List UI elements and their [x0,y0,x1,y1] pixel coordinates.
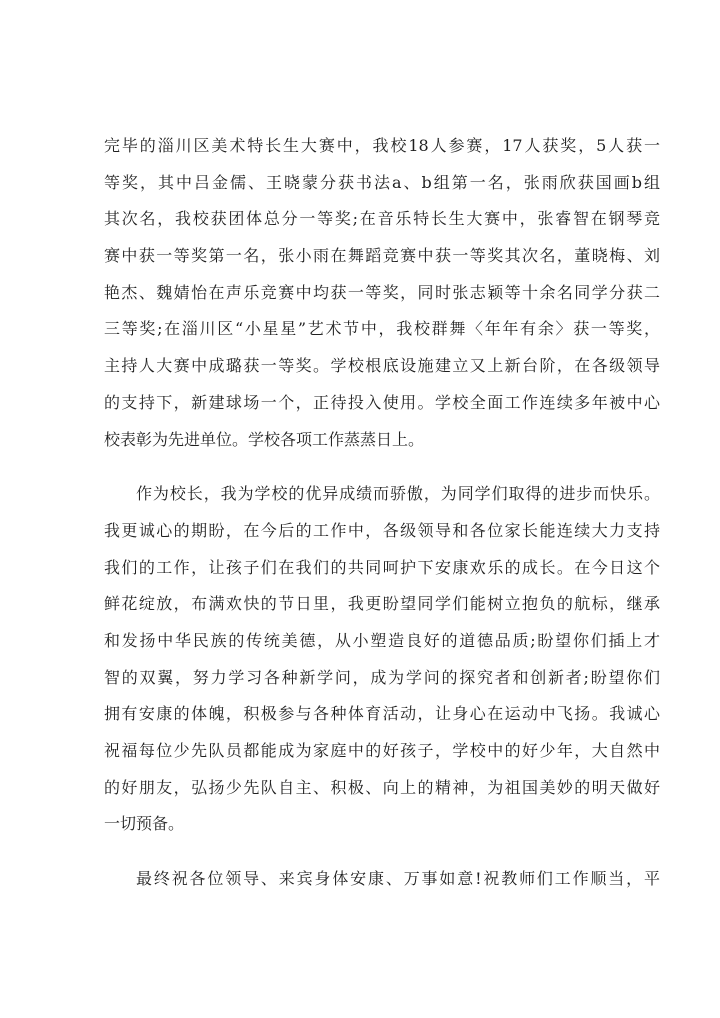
text-line: 祝福每位少先队员都能成为家庭中的好孩子，学校中的好少年，大自然中 [104,741,660,760]
paragraph-closing [104,861,660,898]
text-line: 和发扬中华民族的传统美德，从小塑造良好的道德品质;盼望你们插上才 [104,630,660,650]
text-line: 鲜花绽放，布满欢快的节日里，我更盼望同学们能树立抱负的航标，继承 [104,594,660,614]
text-line: 赛中获一等奖第一名，张小雨在舞蹈竞赛中获一等奖其次名，董晓梅、刘 [104,246,660,266]
text-line: 最终祝各位领导、来宾身体安康、万事如意!祝教师们工作顺当，平 [136,869,660,889]
paragraph-spacer [104,458,660,476]
text-line: 作为校长，我为学校的优异成绩而骄傲，为同学们取得的进步而快乐。 [136,484,660,504]
text-line: 的支持下，新建球场一个，正待投入使用。学校全面工作连续多年被中心 [104,392,660,412]
text-line: 我们的工作，让孩子们在我们的共同呵护下安康欢乐的成长。在今日这个 [104,557,660,577]
text-line: 一切预备。 [104,814,185,834]
paragraph-principal-wishes [104,476,660,843]
text-line: 等奖，其中吕金儒、王晓蒙分获书法a、b组第一名，张雨欣获国画b组 [104,172,660,192]
text-line: 三等奖;在淄川区“小星星”艺术节中，我校群舞〈年年有余〉获一等奖， [104,319,660,339]
text-line: 校表彰为先进单位。学校各项工作蒸蒸日上。 [104,429,425,449]
paragraph-awards [104,128,660,458]
paragraph-spacer [104,843,660,861]
text-line: 完毕的淄川区美术特长生大赛中，我校18人参赛，17人获奖，5人获一 [104,136,660,155]
text-line: 艳杰、魏婧怡在声乐竞赛中均获一等奖，同时张志颖等十余名同学分获二 [104,282,660,302]
text-line: 拥有安康的体魄，积极参与各种体育活动，让身心在运动中飞扬。我诚心 [104,704,660,724]
text-line: 其次名，我校获团体总分一等奖;在音乐特长生大赛中，张睿智在钢琴竞 [104,209,660,229]
text-line: 主持人大赛中成璐获一等奖。学校根底设施建立又上新台阶，在各级领导 [104,356,660,376]
document-body [104,128,660,898]
text-line: 我更诚心的期盼，在今后的工作中，各级领导和各位家长能连续大力支持 [104,520,660,540]
text-line: 智的双翼，努力学习各种新学问，成为学问的探究者和创新者;盼望你们 [104,667,660,687]
text-line: 的好朋友，弘扬少先队自主、积极、向上的精神，为祖国美妙的明天做好 [104,777,660,797]
